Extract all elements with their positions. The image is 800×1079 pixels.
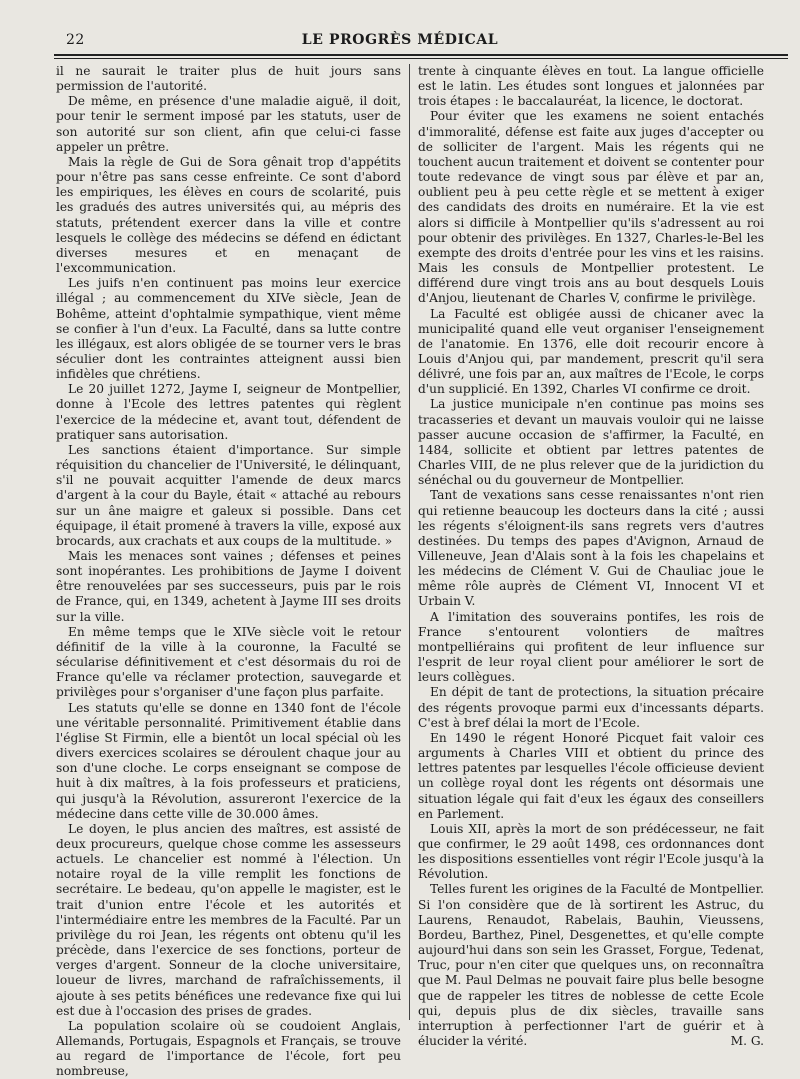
paragraph: il ne saurait le traiter plus de huit jours sans permission de l'autorité. bbox=[56, 64, 401, 94]
author-signature: M. G. bbox=[730, 1034, 764, 1048]
paragraph: Mais les menaces sont vaines ; défenses et peines sont inopérantes. Les prohibitions de Jayme I doivent être renouvelées par ses successeurs, puis par le rois de France, qui, en 1349, achetent à Jayme III ses droits sur la ville. bbox=[56, 549, 401, 624]
paragraph: A l'imitation des souverains pontifes, les rois de France s'entourent volontiers de maîtres montpelliérains qui profitent de leur influence sur l'esprit de leur royal client pour améliorer le sort de leurs collègues. bbox=[418, 609, 764, 685]
paragraph: Louis XII, après la mort de son prédécesseur, ne fait que confirmer, le 29 août 1498, ces ordonnances dont les dispositions essentielles vont régir l'Ecole jusqu'à la Révolution. bbox=[418, 821, 764, 882]
paragraph: Tant de vexations sans cesse renaissantes n'ont rien qui retienne beaucoup les docteurs dans la cité ; aussi les régents s'éloignent-ils sans regrets vers d'autres destinées. Du temps des papes d'Avignon, Arnaud de Villeneuve, Jean d'Alais sont à la fois les chapelains et les médecins de Clément V. Gui de Chauliac joue le même rôle auprès de Clément VI, Innocent VI et Urbain V. bbox=[418, 488, 764, 609]
left-column bbox=[56, 64, 401, 1079]
page-number: 22 bbox=[66, 32, 85, 48]
paragraph: En même temps que le XIVe siècle voit le retour définitif de la ville à la couronne, la Faculté se sécularise définitivement et c'est désormais du roi de France qu'elle va réclamer protection, sauvegarde et privilèges pour s'organiser d'une façon plus parfaite. bbox=[56, 624, 401, 700]
journal-title: LE PROGRÈS MÉDICAL bbox=[301, 32, 499, 48]
paragraph: Les statuts qu'elle se donne en 1340 font de l'école une véritable personnalité. Primitivement établie dans l'église St Firmin, elle a bientôt un local spécial où les divers exercices scolaires se déroulent chaque jour au son d'une cloche. Le corps enseignant se compose de huit à dix maîtres, à la fois professeurs et praticiens, qui jusqu'à la Révolution, assureront l'exercice de la médecine dans cette ville de 30.000 âmes. bbox=[56, 700, 401, 821]
paragraph: Les sanctions étaient d'importance. Sur simple réquisition du chancelier de l'Université, le délinquant, s'il ne pouvait acquitter l'amende de deux marcs d'argent à la cour du Bayle, était « attaché au rebours sur un âne maigre et galeux si possible. Dans cet équipage, il était promené à travers la ville, exposé aux brocards, aux crachats et aux coups de la multitude. » bbox=[56, 442, 401, 548]
header-rule-thin bbox=[54, 58, 788, 59]
paragraph: Le 20 juillet 1272, Jayme I, seigneur de Montpellier, donne à l'Ecole des lettres patentes qui règlent l'exercice de la médecine et, avant tout, défendent de pratiquer sans autorisation. bbox=[56, 382, 401, 442]
paragraph: La justice municipale n'en continue pas moins ses tracasseries et devant un mauvais vouloir qui ne laisse passer aucune occasion de s'affirmer, la Faculté, en 1484, sollicite et obtient par lettres patentes de Charles VIII, de ne plus relever que de la juridiction du sénéchal ou du gouverneur de Montpellier. bbox=[418, 397, 764, 488]
paragraph: Mais la règle de Gui de Sora gênait trop d'appétits pour n'être pas sans cesse enfreinte. Ce sont d'abord les empiriques, les élèves en cours de scolarité, puis les gradués des autres universités qui, au mépris des statuts, prétendent exercer dans la ville et contre lesquels le collège des médecins se défend en édictant diverses mesures et en menaçant de l'excommunication. bbox=[56, 154, 401, 276]
header-rule bbox=[54, 54, 788, 56]
paragraph: La population scolaire où se coudoient Anglais, Allemands, Portugais, Espagnols et Français, se trouve au regard de l'importance de l'école, fort peu nombreuse, bbox=[56, 1018, 401, 1079]
paragraph: Le doyen, le plus ancien des maîtres, est assisté de deux procureurs, quelque chose comme les assesseurs actuels. Le chancelier est nommé à l'élection. Un notaire royal de la ville remplit les fonctions de secrétaire. Le bedeau, qu'on appelle le magister, est le trait d'union entre l'école et les autorités et l'intermédiaire entre les membres de la Faculté. Par un privilège du roi Jean, les régents ont obtenu qu'il les précède, dans l'exercice de ses fonctions, porteur de verges d'argent. Sonneur de la cloche universitaire, loueur de livres, marchand de rafraîchissements, il ajoute à ses petits bénéfices une redevance fixe qui lui est due à l'occasion des prises de grades. bbox=[56, 821, 401, 1018]
right-column bbox=[418, 64, 764, 1048]
paragraph: Pour éviter que les examens ne soient entachés d'immoralité, défense est faite aux juges d'accepter ou de solliciter de l'argent. Mais les régents qui ne touchent aucun traitement et doivent se contenter pour toute redevance de vingt sous par élève et par an, oublient peu à peu cette règle et se mettent à exiger des candidats des droits en numéraire. Et la vie est alors si difficile à Montpellier qu'ils s'adressent au roi pour obtenir des privilèges. En 1327, Charles-le-Bel les exempte des droits d'entrée pour les vins et les raisins. Mais les consuls de Montpellier protestent. Le différend dure vingt trois ans au bout desquels Louis d'Anjou, lieutenant de Charles V, confirme le privilège. bbox=[418, 109, 764, 306]
paragraph: Les juifs n'en continuent pas moins leur exercice illégal ; au commencement du XIVe siècle, Jean de Bohême, atteint d'ophtalmie sympathique, vient même se confier à l'un d'eux. La Faculté, dans sa lutte contre les illégaux, est alors obligée de se tourner vers le bras séculier dont les contraintes atteignent aussi bien infidèles que chrétiens. bbox=[56, 276, 401, 382]
paragraph: En 1490 le régent Honoré Picquet fait valoir ces arguments à Charles VIII et obtient du prince des lettres patentes par lesquelles l'école officieuse devient un collège royal dont les régents ont désormais une situation légale qui fait d'eux les égaux des conseillers en Parlement. bbox=[418, 730, 764, 821]
column-divider bbox=[409, 64, 410, 1020]
paragraph: trente à cinquante élèves en tout. La langue officielle est le latin. Les études sont longues et jalonnées par trois étapes : le baccalauréat, la licence, le doctorat. bbox=[418, 64, 764, 109]
paragraph: En dépit de tant de protections, la situation précaire des régents provoque parmi eux d'incessants départs. C'est à bref délai la mort de l'Ecole. bbox=[418, 685, 764, 730]
paragraph bbox=[418, 882, 764, 1049]
paragraph: De même, en présence d'une maladie aiguë, il doit, pour tenir le serment imposé par les statuts, user de son autorité sur son client, afin que celui-ci fasse appeler un prêtre. bbox=[56, 94, 401, 154]
paragraph-text: Telles furent les origines de la Faculté de Montpellier. Si l'on considère que de là sortirent les Astruc, du Laurens, Renaudot, Rabelais, Bauhin, Vieussens, Bordeu, Barthez, Pinel, Desgenettes, et qu'elle compte aujourd'hui dans son sein les Grasset, Forgue, Tedenat, Truc, pour n'en citer que quelques uns, on reconnaîtra que M. Paul Delmas ne pouvait faire plus belle besogne que de rappeler les titres de noblesse de cette Ecole qui, depuis plus de dix siècles, travaille sans interruption à perfectionner l'art de guérir et à élucider la vérité. bbox=[418, 882, 764, 1048]
paragraph: La Faculté est obligée aussi de chicaner avec la municipalité quand elle veut organiser l'enseignement de l'anatomie. En 1376, elle doit recourir encore à Louis d'Anjou qui, par mandement, prescrit qu'il sera délivré, une fois par an, aux maîtres de l'Ecole, le corps d'un supplicié. En 1392, Charles VI confirme ce droit. bbox=[418, 306, 764, 397]
